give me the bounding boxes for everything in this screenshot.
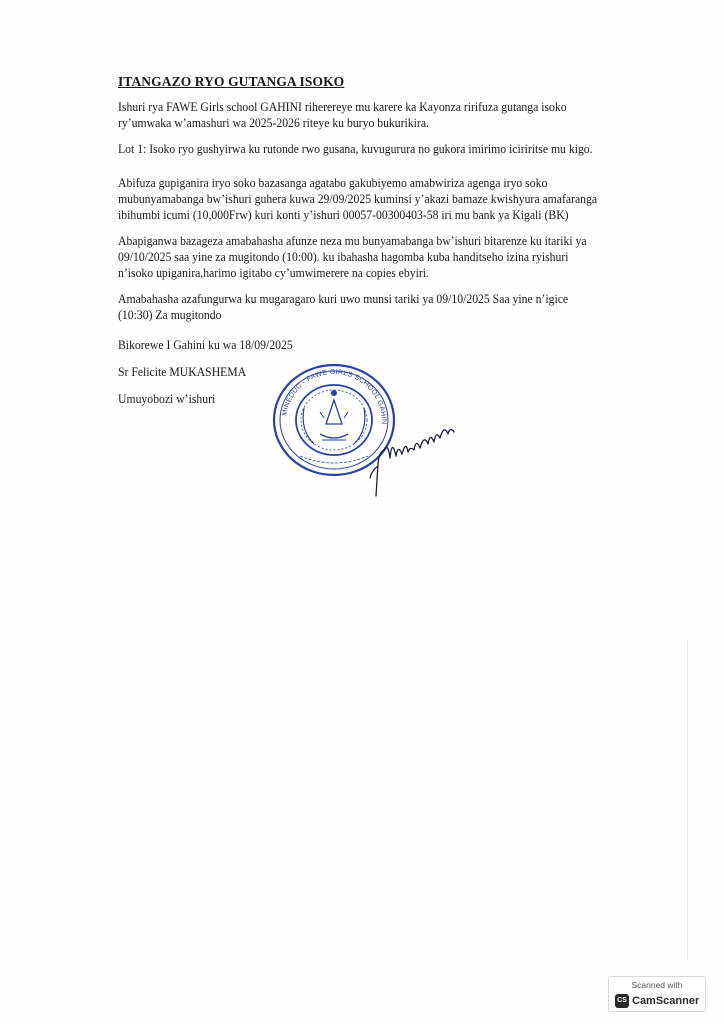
camscanner-badge	[608, 976, 706, 1012]
text-line: n’isoko upiganira,harimo igitabo cy’umwimerere na copies ebyiri.	[118, 266, 429, 280]
text-line: (10:30) Za mugitondo	[118, 308, 222, 322]
paragraph-submission	[118, 233, 617, 281]
text-line: mubunyamabanga bw’ishuri guhera kuwa 29/09/2025 kuminsi y’akazi bamaze kwishyura amafaranga	[118, 192, 598, 206]
svg-text:MINEDUC - FAWE GIRLS SCHOOL GA: MINEDUC - FAWE GIRLS SCHOOL GAHIN	[281, 368, 388, 425]
place-date: Bikorewe I Gahini ku wa 18/09/2025	[118, 338, 293, 352]
text-line: Amabahasha azafungurwa ku mugaragaro kuri uwo munsi tariki ya 09/10/2025 Saa yine n’igice	[118, 292, 569, 306]
text-line: ibihumbi icumi (10,000Frw) kuri konti y’ishuri 00057-00300403-58 iri mu bank ya Kigali (BK)	[118, 208, 569, 222]
paragraph-lot	[118, 141, 617, 157]
text-line: Lot 1: Isoko ryo gushyirwa ku rutonde rwo gusana, kuvugurura no gukora imirimo iciriritse mu kigo.	[118, 142, 593, 156]
camscanner-logo-icon: CS	[615, 994, 629, 1008]
signatory-role: Umuyobozi w’ishuri	[118, 392, 216, 406]
paragraph-tender-documents	[118, 175, 617, 223]
handwritten-signature-icon	[364, 404, 464, 500]
text-line: Abapiganwa bazageza amabahasha afunze neza mu bunyamabanga bw’ishuri bitarenze ku itariki ya	[118, 234, 587, 248]
camscanner-brand-label: CamScanner	[632, 995, 700, 1007]
text-line: 09/10/2025 saa yine za mugitondo (10:00). ku ibahasha hagomba kuba handitseho izina ryishuri	[118, 250, 569, 264]
signatory-name: Sr Felicite MUKASHEMA	[118, 365, 247, 379]
scanned-with-label: Scanned with	[631, 980, 683, 990]
document-title: ITANGAZO RYO GUTANGA ISOKO	[118, 74, 345, 89]
paragraph-intro	[118, 99, 617, 131]
text-line: Ishuri rya FAWE Girls school GAHINI riherereye mu karere ka Kayonza ririfuza gutanga isoko	[118, 100, 567, 114]
paragraph-opening	[118, 291, 617, 323]
scan-edge-line	[687, 640, 688, 960]
text-line: ry’umwaka w’amashuri wa 2025-2026 riteye ku buryo bukurikira.	[118, 116, 429, 130]
text-line: Abifuza gupiganira iryo soko bazasanga agatabo gakubiyemo amabwiriza agenga iryo soko	[118, 176, 548, 190]
